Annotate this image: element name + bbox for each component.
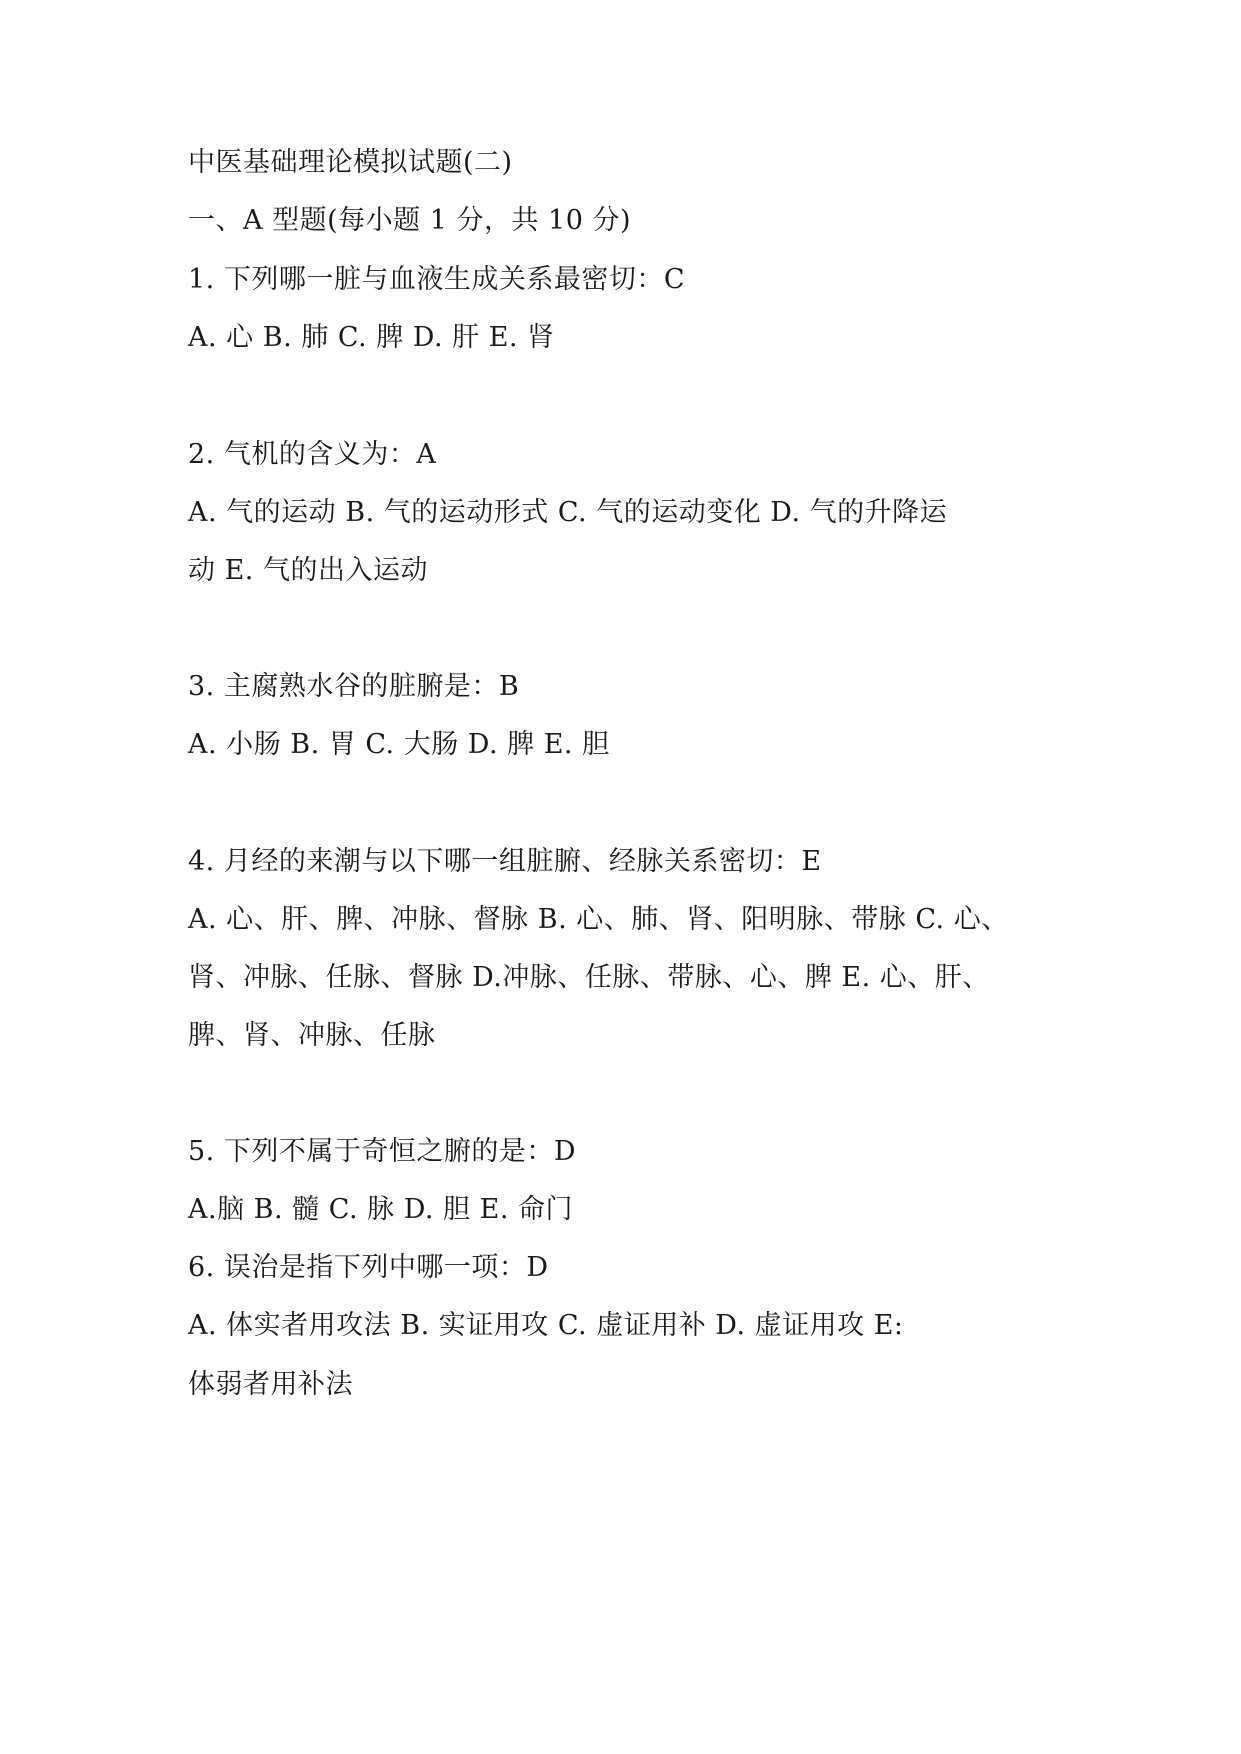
question-1-options: A. 心 B. 肺 C. 脾 D. 肝 E. 肾 bbox=[188, 322, 555, 353]
question-1-stem: 1. 下列哪一脏与血液生成关系最密切：C bbox=[188, 264, 686, 295]
question-4-options-cont-1: 肾、冲脉、任脉、督脉 D.冲脉、任脉、带脉、心、脾 E. 心、肝、 bbox=[188, 962, 990, 993]
question-3-stem: 3. 主腐熟水谷的脏腑是：B bbox=[188, 671, 520, 702]
question-5-options: A.脑 B. 髓 C. 脉 D. 胆 E. 命门 bbox=[188, 1194, 574, 1225]
question-2-stem: 2. 气机的含义为：A bbox=[188, 439, 437, 470]
question-6-stem: 6. 误治是指下列中哪一项：D bbox=[188, 1252, 549, 1283]
question-6-options-cont: 体弱者用补法 bbox=[188, 1369, 353, 1400]
section-heading: 一、A 型题(每小题 1 分，共 10 分) bbox=[188, 205, 632, 236]
question-6-options: A. 体实者用攻法 B. 实证用攻 C. 虚证用补 D. 虚证用攻 E: bbox=[188, 1310, 904, 1341]
question-2-options-cont: 动 E. 气的出入运动 bbox=[188, 555, 428, 586]
question-4-options-cont-2: 脾、肾、冲脉、任脉 bbox=[188, 1020, 436, 1051]
question-4-stem: 4. 月经的来潮与以下哪一组脏腑、经脉关系密切：E bbox=[188, 846, 822, 877]
question-4-options: A. 心、肝、脾、冲脉、督脉 B. 心、肺、肾、阳明脉、带脉 C. 心、 bbox=[188, 904, 1009, 935]
question-2-options: A. 气的运动 B. 气的运动形式 C. 气的运动变化 D. 气的升降运 bbox=[188, 497, 948, 528]
question-5-stem: 5. 下列不属于奇恒之腑的是：D bbox=[188, 1136, 576, 1167]
question-3-options: A. 小肠 B. 胃 C. 大肠 D. 脾 E. 胆 bbox=[188, 729, 610, 760]
document-title: 中医基础理论模拟试题(二) bbox=[188, 147, 513, 178]
